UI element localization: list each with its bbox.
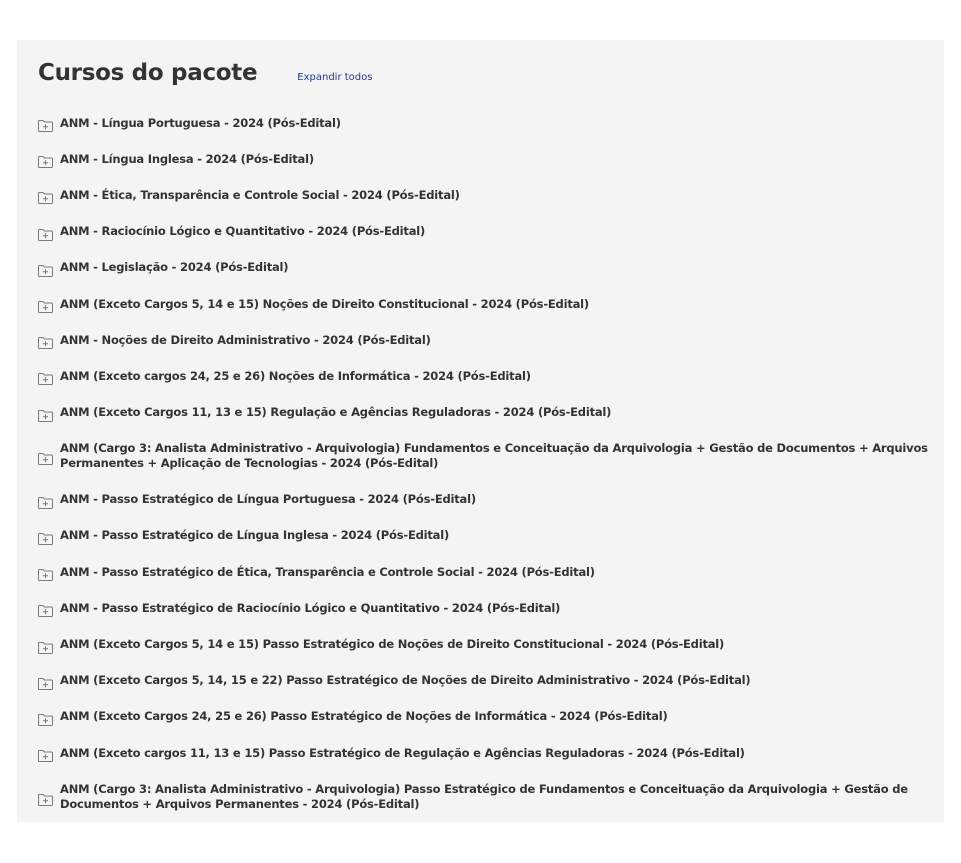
course-item[interactable]	[38, 250, 938, 286]
course-label: ANM - Passo Estratégico de Língua Portuguesa - 2024 (Pós-Edital)	[60, 492, 476, 507]
folder-plus-icon	[38, 226, 53, 238]
course-item[interactable]	[38, 590, 938, 626]
course-label: ANM (Exceto Cargos 24, 25 e 26) Passo Estratégico de Noções de Informática - 2024 (Pós-Edital)	[60, 709, 668, 724]
course-label: ANM - Raciocínio Lógico e Quantitativo - 2024 (Pós-Edital)	[60, 224, 426, 239]
folder-plus-icon	[38, 530, 53, 542]
course-label: ANM (Exceto Cargos 5, 14 e 15) Passo Estratégico de Noções de Direito Constitucional - 2024 (Pós-Edital)	[60, 637, 725, 652]
course-list	[38, 105, 938, 822]
folder-plus-icon	[38, 639, 53, 651]
folder-plus-icon	[38, 747, 53, 759]
course-label: ANM (Exceto Cargos 5, 14 e 15) Noções de Direito Constitucional - 2024 (Pós-Edital)	[60, 296, 589, 311]
course-item[interactable]	[38, 177, 938, 213]
folder-plus-icon	[38, 153, 53, 165]
course-item[interactable]	[38, 663, 938, 699]
course-item[interactable]	[38, 395, 938, 431]
course-label: ANM - Passo Estratégico de Ética, Transparência e Controle Social - 2024 (Pós-Edital)	[60, 564, 595, 579]
course-item[interactable]	[38, 105, 938, 141]
folder-plus-icon	[38, 791, 53, 803]
course-label: ANM - Noções de Direito Administrativo - 2024 (Pós-Edital)	[60, 332, 431, 347]
expand-all-link[interactable]: Expandir todos	[297, 72, 373, 83]
course-item[interactable]	[38, 554, 938, 590]
course-label: ANM (Exceto cargos 11, 13 e 15) Passo Estratégico de Regulação e Agências Reguladoras - 2024 (Pós-Edital)	[60, 745, 745, 760]
course-item[interactable]	[38, 518, 938, 554]
course-item[interactable]	[38, 735, 938, 771]
course-label: ANM (Exceto Cargos 11, 13 e 15) Regulação e Agências Reguladoras - 2024 (Pós-Edital)	[60, 405, 612, 420]
folder-plus-icon	[38, 450, 53, 462]
course-item[interactable]	[38, 141, 938, 177]
course-item[interactable]	[38, 286, 938, 322]
course-label: ANM - Língua Portuguesa - 2024 (Pós-Edital)	[60, 115, 341, 130]
course-label: ANM (Exceto cargos 24, 25 e 26) Noções de Informática - 2024 (Pós-Edital)	[60, 368, 531, 383]
panel-header	[38, 60, 372, 86]
folder-plus-icon	[38, 566, 53, 578]
course-item[interactable]	[38, 431, 938, 482]
course-package-panel	[17, 40, 944, 822]
folder-plus-icon	[38, 189, 53, 201]
course-item[interactable]	[38, 699, 938, 735]
course-label: ANM - Língua Inglesa - 2024 (Pós-Edital)	[60, 151, 314, 166]
course-item[interactable]	[38, 771, 938, 822]
course-item[interactable]	[38, 214, 938, 250]
course-item[interactable]	[38, 358, 938, 394]
folder-plus-icon	[38, 675, 53, 687]
course-item[interactable]	[38, 626, 938, 662]
folder-plus-icon	[38, 117, 53, 129]
folder-plus-icon	[38, 370, 53, 382]
course-label: ANM (Exceto Cargos 5, 14, 15 e 22) Passo Estratégico de Noções de Direito Administrativo - 2024 (Pós-Edital)	[60, 673, 751, 688]
course-label: ANM - Legislação - 2024 (Pós-Edital)	[60, 260, 289, 275]
folder-plus-icon	[38, 494, 53, 506]
folder-plus-icon	[38, 407, 53, 419]
course-item[interactable]	[38, 322, 938, 358]
course-label: ANM - Ética, Transparência e Controle Social - 2024 (Pós-Edital)	[60, 187, 460, 202]
folder-plus-icon	[38, 262, 53, 274]
course-label: ANM (Cargo 3: Analista Administrativo - Arquivologia) Passo Estratégico de Fundamentos e Conceituação da Arquivologia + Gestão de Documentos + Arquivos Permanentes - 2024 (Pós-Edital)	[60, 781, 908, 811]
folder-plus-icon	[38, 602, 53, 614]
folder-plus-icon	[38, 334, 53, 346]
page-title: Cursos do pacote	[38, 60, 258, 86]
course-label: ANM - Passo Estratégico de Língua Inglesa - 2024 (Pós-Edital)	[60, 528, 450, 543]
course-item[interactable]	[38, 482, 938, 518]
course-label: ANM (Cargo 3: Analista Administrativo - Arquivologia) Fundamentos e Conceituação da Arquivologia + Gestão de Documentos + Arquivos Permanentes + Aplicação de Tecnologias - 2024 (Pós-Edital)	[60, 441, 928, 471]
course-label: ANM - Passo Estratégico de Raciocínio Lógico e Quantitativo - 2024 (Pós-Edital)	[60, 600, 561, 615]
folder-plus-icon	[38, 711, 53, 723]
folder-plus-icon	[38, 298, 53, 310]
